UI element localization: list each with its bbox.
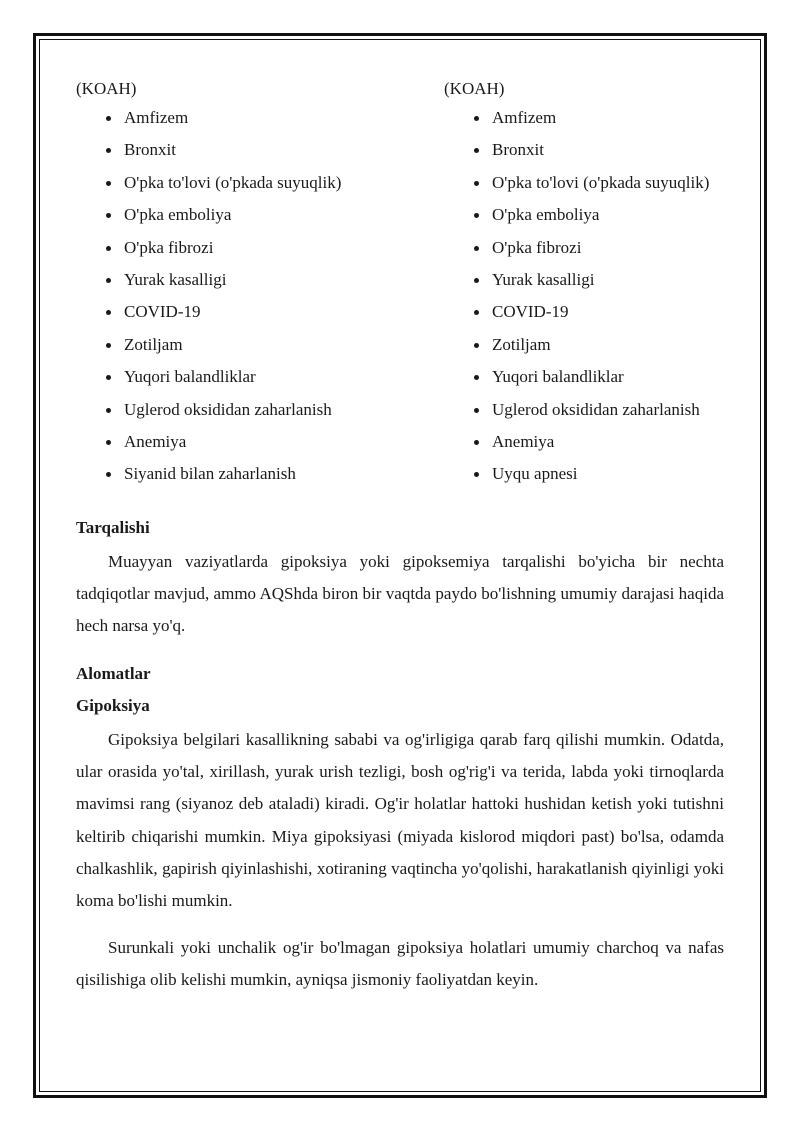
bullet-icon: [474, 213, 479, 218]
bullet-icon: [106, 310, 111, 315]
bullet-icon: [106, 472, 111, 477]
bullet-icon: [106, 148, 111, 153]
bullet-icon: [474, 148, 479, 153]
bullet-icon: [106, 246, 111, 251]
bullet-icon: [106, 213, 111, 218]
list-item: Amfizem: [76, 102, 436, 134]
bullet-icon: [474, 246, 479, 251]
bullet-icon: [474, 278, 479, 283]
alomatlar-heading: Alomatlar: [76, 664, 151, 683]
list-item: Amfizem: [444, 102, 734, 134]
tarqalishi-heading: Tarqalishi: [76, 518, 150, 537]
list-item: O'pka to'lovi (o'pkada suyuqlik): [76, 167, 436, 199]
list-item: Zotiljam: [444, 329, 734, 361]
list-item: Uyqu apnesi: [444, 458, 734, 490]
list-item: Uglerod oksididan zaharlanish: [76, 394, 436, 426]
bullet-icon: [474, 310, 479, 315]
list-item: Yuqori balandliklar: [444, 361, 734, 393]
tarqalishi-paragraph: Muayyan vaziyatlarda gipoksiya yoki gipoksemiya tarqalishi bo'yicha bir nechta tadqiqotlar mavjud, ammo AQShda biron bir vaqtda paydo bo'lishning umumiy darajasi haqida hech narsa yo'q.: [76, 552, 724, 636]
bullet-icon: [474, 181, 479, 186]
list-item: Siyanid bilan zaharlanish: [76, 458, 436, 490]
list-item: O'pka to'lovi (o'pkada suyuqlik): [444, 167, 734, 199]
list-item: Yuqori balandliklar: [76, 361, 436, 393]
bullet-icon: [474, 408, 479, 413]
gipoksiya-subheading: Gipoksiya: [76, 696, 150, 715]
list-item: Bronxit: [76, 134, 436, 166]
bullet-icon: [106, 278, 111, 283]
bullet-icon: [474, 116, 479, 121]
bullet-icon: [106, 375, 111, 380]
list-item: Yurak kasalligi: [444, 264, 734, 296]
list-item: O'pka emboliya: [76, 199, 436, 231]
list-item: Anemiya: [444, 426, 734, 458]
bullet-icon: [474, 440, 479, 445]
bullet-icon: [474, 343, 479, 348]
list-item: Zotiljam: [76, 329, 436, 361]
cause-lists: [76, 76, 724, 496]
list-item: O'pka fibrozi: [444, 232, 734, 264]
gipoksiya-paragraph: Gipoksiya belgilari kasallikning sababi va og'irligiga qarab farq qilishi mumkin. Odatda, ular orasida yo'tal, xirillash, yurak urish tezligi, bosh og'rig'i va terida, labda yoki tirnoqlarda mavimsi rang (siyanoz deb ataladi) kiradi. Og'ir holatlar hattoki hushidan ketish yoki tutishni keltirib chiqarishi mumkin. Miya gipoksiyasi (miyada kislorod miqdori past) bo'lsa, odamda chalkashlik, gapirish qiyinlashishi, xotiraning vaqtincha yo'qolishi, harakatlanish qiyinligi yoki koma bo'lishi mumkin.: [76, 730, 724, 911]
bullet-icon: [106, 408, 111, 413]
list-item: Uglerod oksididan zaharlanish: [444, 394, 734, 426]
page-content: [76, 76, 724, 990]
bullet-icon: [474, 472, 479, 477]
bullet-icon: [106, 116, 111, 121]
bullet-icon: [106, 343, 111, 348]
left-cause-list: [76, 102, 436, 491]
list-item: Anemiya: [76, 426, 436, 458]
list-item: O'pka fibrozi: [76, 232, 436, 264]
bullet-icon: [106, 440, 111, 445]
bullet-icon: [106, 181, 111, 186]
surunkali-paragraph: Surunkali yoki unchalik og'ir bo'lmagan gipoksiya holatlari umumiy charchoq va nafas qisilishiga olib kelishi mumkin, ayniqsa jismoniy faoliyatdan keyin.: [76, 938, 724, 990]
list-item: COVID-19: [444, 296, 734, 328]
left-column-header: (KOAH): [76, 79, 137, 98]
left-column: [76, 76, 436, 491]
list-item: COVID-19: [76, 296, 436, 328]
list-item: O'pka emboliya: [444, 199, 734, 231]
list-item: Bronxit: [444, 134, 734, 166]
right-column-header: (KOAH): [444, 79, 505, 98]
right-column: [444, 76, 734, 491]
list-item: Yurak kasalligi: [76, 264, 436, 296]
bullet-icon: [474, 375, 479, 380]
right-cause-list: [444, 102, 734, 491]
